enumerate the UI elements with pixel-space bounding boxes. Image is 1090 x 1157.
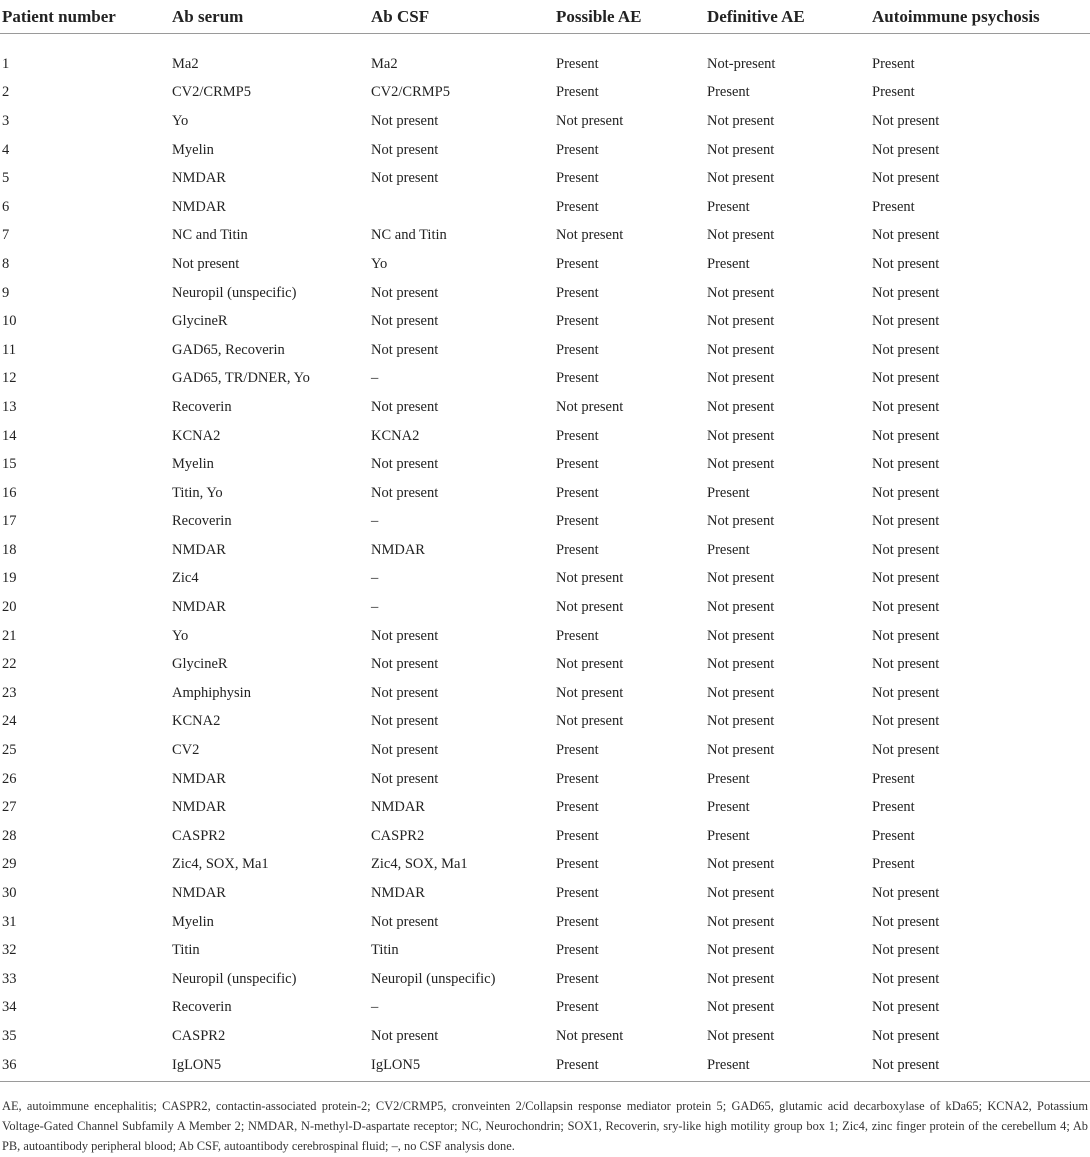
table-row [0,450,1090,479]
cell-definitive-ae: Not present [707,398,775,415]
cell-ab-csf: Zic4, SOX, Ma1 [371,856,468,873]
cell-ab-serum: CV2 [172,742,200,759]
header-possible-ae: Possible AE [554,0,705,34]
cell-autoimmune-psychosis: Not present [872,885,940,902]
table-body [0,34,1090,1082]
table-row [0,508,1090,537]
table-row [0,879,1090,908]
cell-patient-number: 16 [2,484,17,501]
cell-ab-serum: Myelin [172,141,214,158]
cell-ab-csf: Not present [371,484,439,501]
cell-autoimmune-psychosis: Not present [872,913,940,930]
cell-definitive-ae: Not present [707,599,775,616]
cell-patient-number: 36 [0,1051,170,1082]
cell-patient-number: 3 [2,112,10,129]
cell-patient-number: 34 [2,999,17,1016]
cell-definitive-ae: Present [707,541,750,558]
cell-definitive-ae: Not present [707,627,775,644]
cell-patient-number: 9 [2,284,10,301]
cell-possible-ae: Present [556,55,599,72]
cell-patient-number: 15 [2,456,17,473]
table-row [0,908,1090,937]
cell-definitive-ae: Not present [707,570,775,587]
cell-definitive-ae: Not present [707,742,775,759]
table-row [0,708,1090,737]
cell-definitive-ae: Not present [707,942,775,959]
cell-definitive-ae: Present [707,484,750,501]
cell-possible-ae: Not present [556,684,624,701]
cell-patient-number: 18 [2,541,17,558]
cell-possible-ae: Present [556,255,599,272]
cell-definitive-ae: Not present [707,513,775,530]
cell-definitive-ae: Not present [707,885,775,902]
cell-patient-number: 32 [2,942,17,959]
cell-possible-ae: Present [556,942,599,959]
cell-ab-serum: NMDAR [172,770,226,787]
table-row [0,793,1090,822]
cell-definitive-ae: Not present [707,713,775,730]
cell-ab-csf: Not present [371,770,439,787]
cell-possible-ae: Present [556,198,599,215]
table-row [0,994,1090,1023]
cell-possible-ae: Present [556,427,599,444]
cell-definitive-ae: Not present [707,227,775,244]
cell-patient-number: 7 [2,227,10,244]
cell-ab-csf: Not present [371,313,439,330]
cell-possible-ae: Present [556,885,599,902]
cell-ab-serum: Neuropil (unspecific) [172,970,297,987]
cell-possible-ae: Present [556,742,599,759]
cell-ab-serum: NMDAR [172,198,226,215]
cell-autoimmune-psychosis: Present [872,799,915,816]
cell-autoimmune-psychosis: Not present [872,684,940,701]
cell-ab-serum: NMDAR [172,170,226,187]
cell-ab-csf: – [371,599,379,616]
cell-ab-csf [369,193,554,222]
cell-autoimmune-psychosis: Present [872,55,915,72]
table-row [0,822,1090,851]
table-row [0,1051,1090,1082]
cell-autoimmune-psychosis: Not present [872,398,940,415]
table-row [0,765,1090,794]
header-autoimmune-psychosis: Autoimmune psychosis [870,0,1090,34]
cell-ab-serum: Myelin [172,913,214,930]
cell-patient-number: 4 [2,141,10,158]
cell-definitive-ae: Present [707,827,750,844]
cell-definitive-ae: Present [707,84,750,101]
cell-ab-serum: Not present [172,255,240,272]
cell-ab-serum: CASPR2 [172,1027,226,1044]
cell-autoimmune-psychosis: Present [872,856,915,873]
cell-patient-number: 30 [2,885,17,902]
cell-definitive-ae: Not present [707,170,775,187]
table-row [0,622,1090,651]
cell-patient-number: 31 [2,913,17,930]
cell-patient-number: 13 [2,398,17,415]
cell-patient-number: 2 [2,84,10,101]
table-row [0,593,1090,622]
cell-ab-csf: CV2/CRMP5 [371,84,450,101]
header-spacer [0,34,1090,51]
table-row [0,307,1090,336]
table-row [0,107,1090,136]
cell-possible-ae: Present [556,170,599,187]
cell-possible-ae: Present [556,84,599,101]
cell-possible-ae: Present [556,541,599,558]
cell-possible-ae: Present [556,370,599,387]
table-row [0,164,1090,193]
cell-patient-number: 28 [2,827,17,844]
header-ab-csf: Ab CSF [369,0,554,34]
cell-autoimmune-psychosis: Not present [872,742,940,759]
cell-ab-csf: – [371,370,379,387]
cell-autoimmune-psychosis: Not present [872,284,940,301]
cell-autoimmune-psychosis: Not present [872,970,940,987]
cell-ab-csf: Not present [371,913,439,930]
cell-patient-number: 24 [2,713,17,730]
header-ab-serum: Ab serum [170,0,369,34]
cell-possible-ae: Present [556,970,599,987]
table-row [0,393,1090,422]
table-row [0,851,1090,880]
cell-ab-serum: Yo [172,112,189,129]
cell-ab-csf: Titin [371,942,399,959]
cell-ab-csf: IgLON5 [369,1051,554,1082]
cell-ab-csf: Not present [371,141,439,158]
cell-autoimmune-psychosis: Present [872,84,915,101]
cell-definitive-ae: Not present [707,1027,775,1044]
cell-possible-ae: Present [556,913,599,930]
cell-possible-ae: Present [556,799,599,816]
cell-ab-serum: KCNA2 [172,427,221,444]
cell-autoimmune-psychosis: Not present [872,313,940,330]
cell-possible-ae: Not present [556,398,624,415]
cell-autoimmune-psychosis: Not present [872,513,940,530]
table-row [0,679,1090,708]
cell-patient-number: 11 [2,341,16,358]
cell-autoimmune-psychosis: Not present [872,942,940,959]
table-row [0,365,1090,394]
cell-definitive-ae: Not present [707,284,775,301]
cell-patient-number: 14 [2,427,17,444]
header-patient-number: Patient number [0,0,170,34]
cell-patient-number: 17 [2,513,17,530]
cell-autoimmune-psychosis: Present [872,827,915,844]
cell-ab-csf: – [371,513,379,530]
cell-definitive-ae: Not present [707,456,775,473]
cell-ab-serum: Zic4, SOX, Ma1 [172,856,269,873]
cell-ab-csf: NMDAR [371,541,425,558]
cell-autoimmune-psychosis: Not present [872,999,940,1016]
cell-definitive-ae: Not present [707,656,775,673]
cell-ab-csf: Not present [371,456,439,473]
cell-ab-csf: Not present [371,341,439,358]
table-row [0,936,1090,965]
cell-ab-serum: Yo [172,627,189,644]
cell-autoimmune-psychosis: Not present [872,570,940,587]
cell-ab-serum: NMDAR [172,541,226,558]
cell-ab-serum: Amphiphysin [172,684,251,701]
cell-definitive-ae: Not present [707,141,775,158]
table-row [0,250,1090,279]
table-row [0,279,1090,308]
cell-autoimmune-psychosis: Not present [872,255,940,272]
header-definitive-ae: Definitive AE [705,0,870,34]
cell-patient-number: 12 [2,370,17,387]
cell-definitive-ae: Present [707,255,750,272]
cell-ab-serum: Recoverin [172,999,232,1016]
cell-autoimmune-psychosis: Not present [872,456,940,473]
cell-ab-csf: Not present [371,713,439,730]
cell-autoimmune-psychosis: Not present [870,1051,1090,1082]
cell-definitive-ae: Not-present [707,55,776,72]
cell-autoimmune-psychosis: Not present [872,1027,940,1044]
cell-autoimmune-psychosis: Not present [872,427,940,444]
cell-ab-csf: CASPR2 [371,827,425,844]
cell-possible-ae: Not present [556,570,624,587]
table-row [0,336,1090,365]
cell-patient-number: 20 [2,599,17,616]
cell-ab-csf: – [371,570,379,587]
cell-possible-ae: Not present [556,227,624,244]
cell-definitive-ae: Not present [707,684,775,701]
cell-possible-ae: Present [556,513,599,530]
cell-ab-csf: NMDAR [371,799,425,816]
table-header [0,0,1090,34]
cell-ab-serum: NMDAR [172,599,226,616]
cell-ab-serum: GAD65, TR/DNER, Yo [172,370,310,387]
table-row [0,79,1090,108]
cell-possible-ae: Present [556,999,599,1016]
table-row [0,422,1090,451]
cell-possible-ae: Present [556,484,599,501]
cell-autoimmune-psychosis: Present [872,198,915,215]
cell-patient-number: 25 [2,742,17,759]
cell-possible-ae: Present [556,341,599,358]
cell-ab-serum: NMDAR [172,885,226,902]
cell-patient-number: 35 [2,1027,17,1044]
table-row [0,222,1090,251]
cell-possible-ae: Present [556,627,599,644]
cell-ab-serum: NC and Titin [172,227,248,244]
table-row [0,565,1090,594]
cell-ab-csf: Not present [371,656,439,673]
cell-definitive-ae: Present [707,198,750,215]
cell-patient-number: 23 [2,684,17,701]
cell-ab-serum: CV2/CRMP5 [172,84,251,101]
header-row [0,0,1090,34]
cell-autoimmune-psychosis: Not present [872,541,940,558]
cell-possible-ae: Present [556,827,599,844]
table-row [0,536,1090,565]
cell-ab-csf: Not present [371,627,439,644]
cell-autoimmune-psychosis: Not present [872,599,940,616]
cell-patient-number: 19 [2,570,17,587]
cell-patient-number: 26 [2,770,17,787]
cell-ab-serum: GAD65, Recoverin [172,341,285,358]
cell-ab-csf: Yo [371,255,388,272]
cell-autoimmune-psychosis: Present [872,770,915,787]
cell-definitive-ae: Not present [707,313,775,330]
cell-possible-ae: Not present [556,112,624,129]
cell-definitive-ae: Not present [707,999,775,1016]
cell-ab-serum: KCNA2 [172,713,221,730]
cell-autoimmune-psychosis: Not present [872,170,940,187]
cell-possible-ae: Not present [556,713,624,730]
cell-patient-number: 27 [2,799,17,816]
cell-definitive-ae: Not present [707,970,775,987]
cell-autoimmune-psychosis: Not present [872,627,940,644]
cell-autoimmune-psychosis: Not present [872,227,940,244]
cell-patient-number: 29 [2,856,17,873]
cell-definitive-ae: Not present [707,370,775,387]
cell-possible-ae: Present [556,456,599,473]
cell-definitive-ae: Not present [707,427,775,444]
cell-possible-ae: Not present [556,1027,624,1044]
cell-possible-ae: Not present [556,656,624,673]
cell-ab-serum: NMDAR [172,799,226,816]
table-row [0,136,1090,165]
cell-ab-csf: Not present [371,1027,439,1044]
cell-autoimmune-psychosis: Not present [872,341,940,358]
cell-possible-ae: Present [556,770,599,787]
cell-patient-number: 21 [2,627,17,644]
cell-autoimmune-psychosis: Not present [872,656,940,673]
cell-ab-csf: Not present [371,112,439,129]
table-row [0,50,1090,79]
cell-ab-csf: – [371,999,379,1016]
cell-ab-serum: Zic4 [172,570,199,587]
cell-patient-number: 6 [2,198,10,215]
cell-patient-number: 10 [2,313,17,330]
cell-ab-serum: Myelin [172,456,214,473]
cell-ab-csf: Not present [371,742,439,759]
cell-ab-serum: Ma2 [172,55,199,72]
cell-ab-csf: Not present [371,684,439,701]
cell-autoimmune-psychosis: Not present [872,112,940,129]
cell-definitive-ae: Present [705,1051,870,1082]
cell-ab-csf: KCNA2 [371,427,420,444]
cell-ab-serum: CASPR2 [172,827,226,844]
cell-definitive-ae: Not present [707,856,775,873]
cell-ab-csf: NC and Titin [371,227,447,244]
table-row [0,479,1090,508]
table-row [0,1022,1090,1051]
cell-possible-ae: Present [556,856,599,873]
table-footnote: AE, autoimmune encephalitis; CASPR2, contactin-associated protein-2; CV2/CRMP5, cronveinten 2/Collapsin response mediator protein 5; GAD65, glutamic acid decarboxylase of kDa65; KCNA2, Potassium Voltage-Gated Channel Subfamily A Member 2; NMDAR, N-methyl-D-aspartate receptor; NC, Neurochondrin; SOX1, Recoverin, sry-like high motility group box 1; Zic4, zinc finger protein of the cerebellum 4; Ab PB, autoantibody peripheral blood; Ab CSF, autoantibody cerebrospinal fluid; –, no CSF analysis done. [2,1099,1088,1153]
cell-autoimmune-psychosis: Not present [872,484,940,501]
cell-patient-number: 22 [2,656,17,673]
cell-possible-ae: Present [554,1051,705,1082]
cell-ab-serum: Titin [172,942,200,959]
cell-patient-number: 8 [2,255,10,272]
cell-ab-csf: Neuropil (unspecific) [371,970,496,987]
cell-ab-serum: Neuropil (unspecific) [172,284,297,301]
cell-patient-number: 1 [2,55,10,72]
table-row [0,965,1090,994]
cell-ab-serum: GlycineR [172,656,228,673]
cell-ab-serum: Titin, Yo [172,484,223,501]
cell-possible-ae: Not present [556,599,624,616]
cell-autoimmune-psychosis: Not present [872,370,940,387]
cell-ab-serum: Recoverin [172,513,232,530]
cell-definitive-ae: Present [707,770,750,787]
cell-autoimmune-psychosis: Not present [872,141,940,158]
cell-ab-csf: NMDAR [371,885,425,902]
table-row [0,650,1090,679]
cell-ab-serum: Recoverin [172,398,232,415]
spacer-cell [0,34,1090,51]
cell-definitive-ae: Not present [707,341,775,358]
cell-possible-ae: Present [556,284,599,301]
cell-possible-ae: Present [556,141,599,158]
cell-definitive-ae: Present [707,799,750,816]
table-row [0,193,1090,222]
cell-ab-csf: Ma2 [371,55,398,72]
cell-ab-csf: Not present [371,284,439,301]
cell-patient-number: 33 [2,970,17,987]
cell-autoimmune-psychosis: Not present [872,713,940,730]
cell-patient-number: 5 [2,170,10,187]
cell-ab-csf: Not present [371,170,439,187]
cell-definitive-ae: Not present [707,112,775,129]
cell-ab-csf: Not present [371,398,439,415]
cell-ab-serum: IgLON5 [170,1051,369,1082]
cell-ab-serum: GlycineR [172,313,228,330]
table-row [0,736,1090,765]
cell-possible-ae: Present [556,313,599,330]
cell-definitive-ae: Not present [707,913,775,930]
